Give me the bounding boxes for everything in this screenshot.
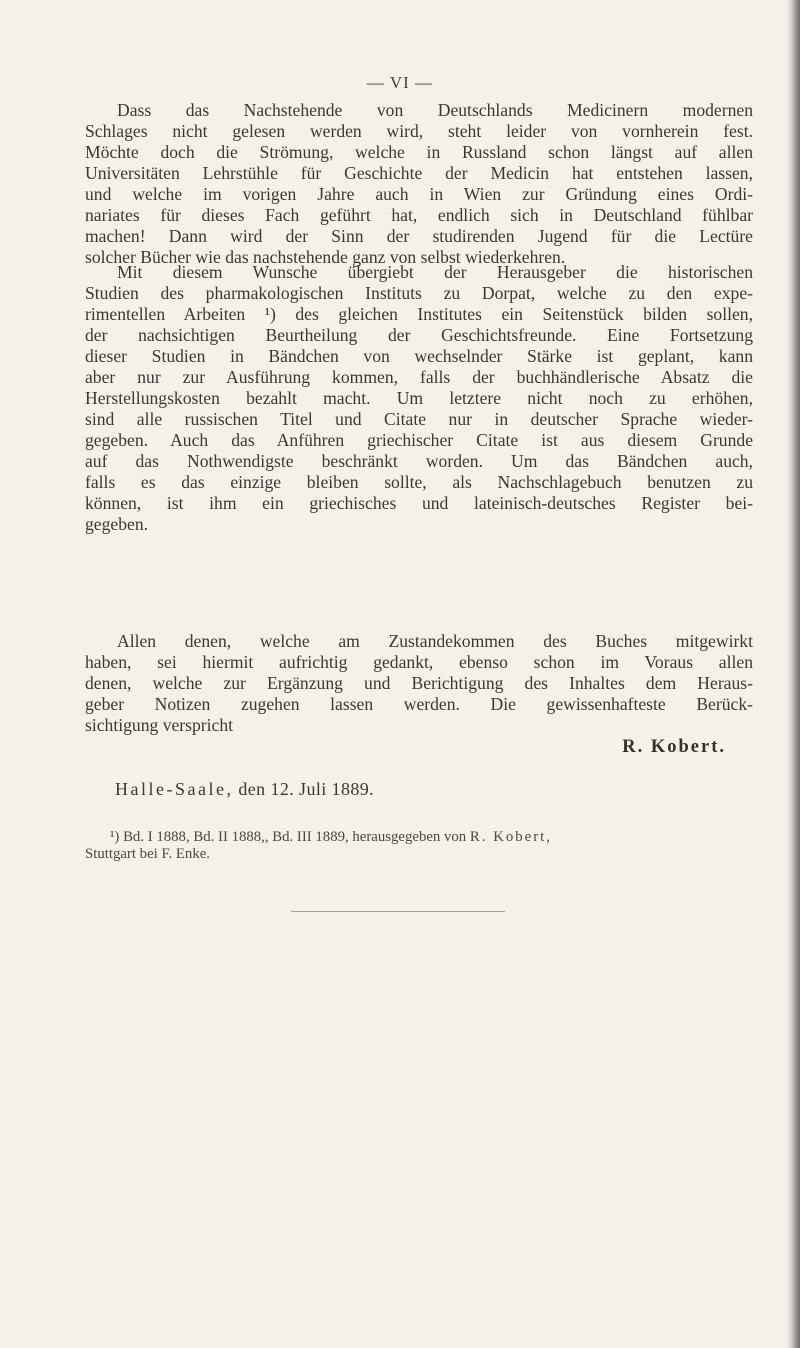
- text-line: Schlages nicht gelesen werden wird, steht leider von vornherein fest.: [85, 121, 753, 141]
- text-line: rimentellen Arbeiten ¹) des gleichen Institutes ein Seitenstück bilden sollen,: [85, 304, 753, 324]
- text-line: Herstellungskosten bezahlt macht. Um letztere nicht noch zu erhöhen,: [85, 388, 753, 408]
- author-signature: R. Kobert.: [622, 737, 726, 757]
- footnote: [85, 829, 753, 863]
- page-edge-shadow: [786, 0, 800, 1348]
- paragraph-1: [85, 100, 753, 268]
- text-line: können, ist ihm ein griechisches und lateinisch-deutsches Register bei-: [85, 493, 753, 513]
- text-line: falls es das einzige bleiben sollte, als Nachschlagebuch benutzen zu: [85, 472, 753, 492]
- footnote-text: ¹) Bd. I 1888, Bd. II 1888,, Bd. III 1889, herausgegeben von: [110, 829, 467, 845]
- text-line: Allen denen, welche am Zustandekommen des Buches mitgewirkt: [117, 631, 753, 651]
- text-line: und welche im vorigen Jahre auch in Wien zur Gründung eines Ordi-: [85, 184, 753, 204]
- text-line: sichtigung verspricht: [85, 715, 234, 735]
- place: Halle-Saale,: [115, 779, 234, 799]
- paragraph-3: [85, 631, 753, 736]
- text-line: denen, welche zur Ergänzung und Berichtigung des Inhaltes dem Heraus-: [85, 673, 753, 693]
- closing-rule: [291, 911, 505, 912]
- text-line: der nachsichtigen Beurtheilung der Geschichtsfreunde. Eine Fortsetzung: [85, 325, 753, 345]
- text-line: aber nur zur Ausführung kommen, falls der buchhändlerische Absatz die: [85, 367, 753, 387]
- text-line: Dass das Nachstehende von Deutschlands Medicinern modernen: [117, 100, 753, 120]
- text-line: machen! Dann wird der Sinn der studirenden Jugend für die Lectüre: [85, 226, 753, 246]
- footnote-line: [85, 829, 753, 846]
- text-line: solcher Bücher wie das nachstehende ganz von selbst wiederkehren.: [85, 247, 566, 267]
- paragraph-2: [85, 262, 753, 535]
- footnote-author: R. Kobert,: [469, 829, 552, 845]
- text-line: Studien des pharmakologischen Instituts zu Dorpat, welche zu den expe-: [85, 283, 753, 303]
- page-number: — VI —: [366, 73, 434, 92]
- text-line: nariates für dieses Fach geführt hat, endlich sich in Deutschland fühlbar: [85, 205, 753, 225]
- text-line: sind alle russischen Titel und Citate nur in deutscher Sprache wieder-: [85, 409, 753, 429]
- text-line: geber Notizen zugehen lassen werden. Die gewissenhafteste Berück-: [85, 694, 753, 714]
- text-line: auf das Nothwendigste beschränkt worden. Um das Bändchen auch,: [85, 451, 753, 471]
- place-date: [115, 779, 374, 800]
- text-line: gegeben. Auch das Anführen griechischer Citate ist aus diesem Grunde: [85, 430, 753, 450]
- text-line: Möchte doch die Strömung, welche in Russland schon längst auf allen: [85, 142, 753, 162]
- text-line: Universitäten Lehrstühle für Geschichte der Medicin hat entstehen lassen,: [85, 163, 753, 183]
- text-line: gegeben.: [85, 514, 149, 534]
- text-line: haben, sei hiermit aufrichtig gedankt, ebenso schon im Voraus allen: [85, 652, 753, 672]
- text-line: dieser Studien in Bändchen von wechselnder Stärke ist geplant, kann: [85, 346, 753, 366]
- date: den 12. Juli 1889.: [238, 779, 375, 799]
- text-line: Mit diesem Wunsche übergiebt der Herausgeber die historischen: [117, 262, 753, 282]
- footnote-line: Stuttgart bei F. Enke.: [85, 846, 210, 862]
